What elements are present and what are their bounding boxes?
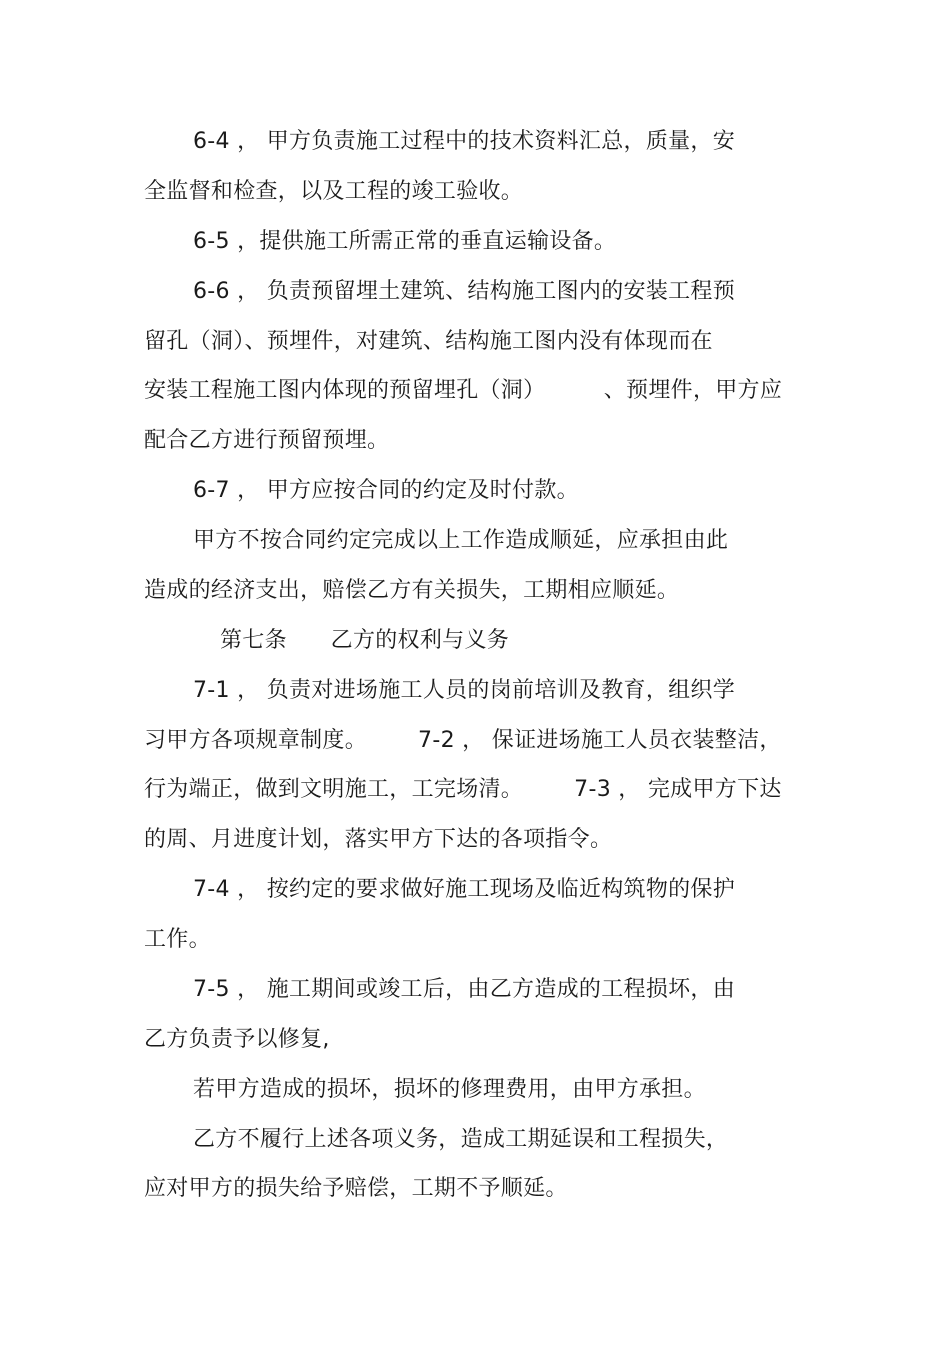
paragraph-party-b-default-line-1: 乙方不履行上述各项义务，造成工期延误和工程损失， [193, 1127, 729, 1152]
clause-6-6-line-3: 安装工程施工图内体现的预留埋孔（洞） 、预埋件，甲方应 [144, 378, 783, 403]
clause-7-3-line-2: 的周、月进度计划，落实甲方下达的各项指令。 [144, 827, 613, 852]
clause-7-4-line-1: 7-4 ， 按约定的要求做好施工现场及临近构筑物的保护 [193, 877, 736, 902]
clause-6-7-line-1: 6-7 ， 甲方应按合同的约定及时付款。 [193, 478, 579, 503]
clause-6-6-line-2: 留孔（洞）、预埋件，对建筑、结构施工图内没有体现而在 [144, 329, 713, 354]
clause-6-6-line-1: 6-6 ， 负责预留埋土建筑、结构施工图内的安装工程预 [193, 279, 736, 304]
paragraph-party-a-default-line-2: 造成的经济支出，赔偿乙方有关损失，工期相应顺延。 [144, 578, 680, 603]
clause-7-2-line-2: 行为端正，做到文明施工，工完场清。 7-3 ， 完成甲方下达 [144, 777, 782, 802]
clause-7-1-line-2: 习甲方各项规章制度。 7-2 ， 保证进场施工人员衣装整洁， [144, 728, 782, 753]
clause-7-4-line-2: 工作。 [144, 927, 211, 952]
clause-6-5-line-1: 6-5 ，提供施工所需正常的垂直运输设备。 [193, 229, 617, 254]
paragraph-party-a-default-line-1: 甲方不按合同约定完成以上工作造成顺延，应承担由此 [193, 528, 729, 553]
article-7-heading: 第七条 乙方的权利与义务 [220, 628, 510, 653]
clause-7-1-line-1: 7-1 ， 负责对进场施工人员的岗前培训及教育，组织学 [193, 678, 736, 703]
clause-6-6-line-4: 配合乙方进行预留预埋。 [144, 428, 390, 453]
paragraph-party-b-default-line-2: 应对甲方的损失给予赔偿，工期不予顺延。 [144, 1176, 568, 1201]
clause-7-5-line-1: 7-5 ， 施工期间或竣工后，由乙方造成的工程损坏，由 [193, 977, 736, 1002]
clause-7-5-line-2: 乙方负责予以修复, [144, 1027, 330, 1052]
clause-7-5-line-3: 若甲方造成的损坏，损坏的修理费用，由甲方承担。 [193, 1077, 706, 1102]
clause-6-4-line-2: 全监督和检查，以及工程的竣工验收。 [144, 179, 524, 204]
clause-6-4-line-1: 6-4 ， 甲方负责施工过程中的技术资料汇总，质量，安 [193, 129, 736, 154]
